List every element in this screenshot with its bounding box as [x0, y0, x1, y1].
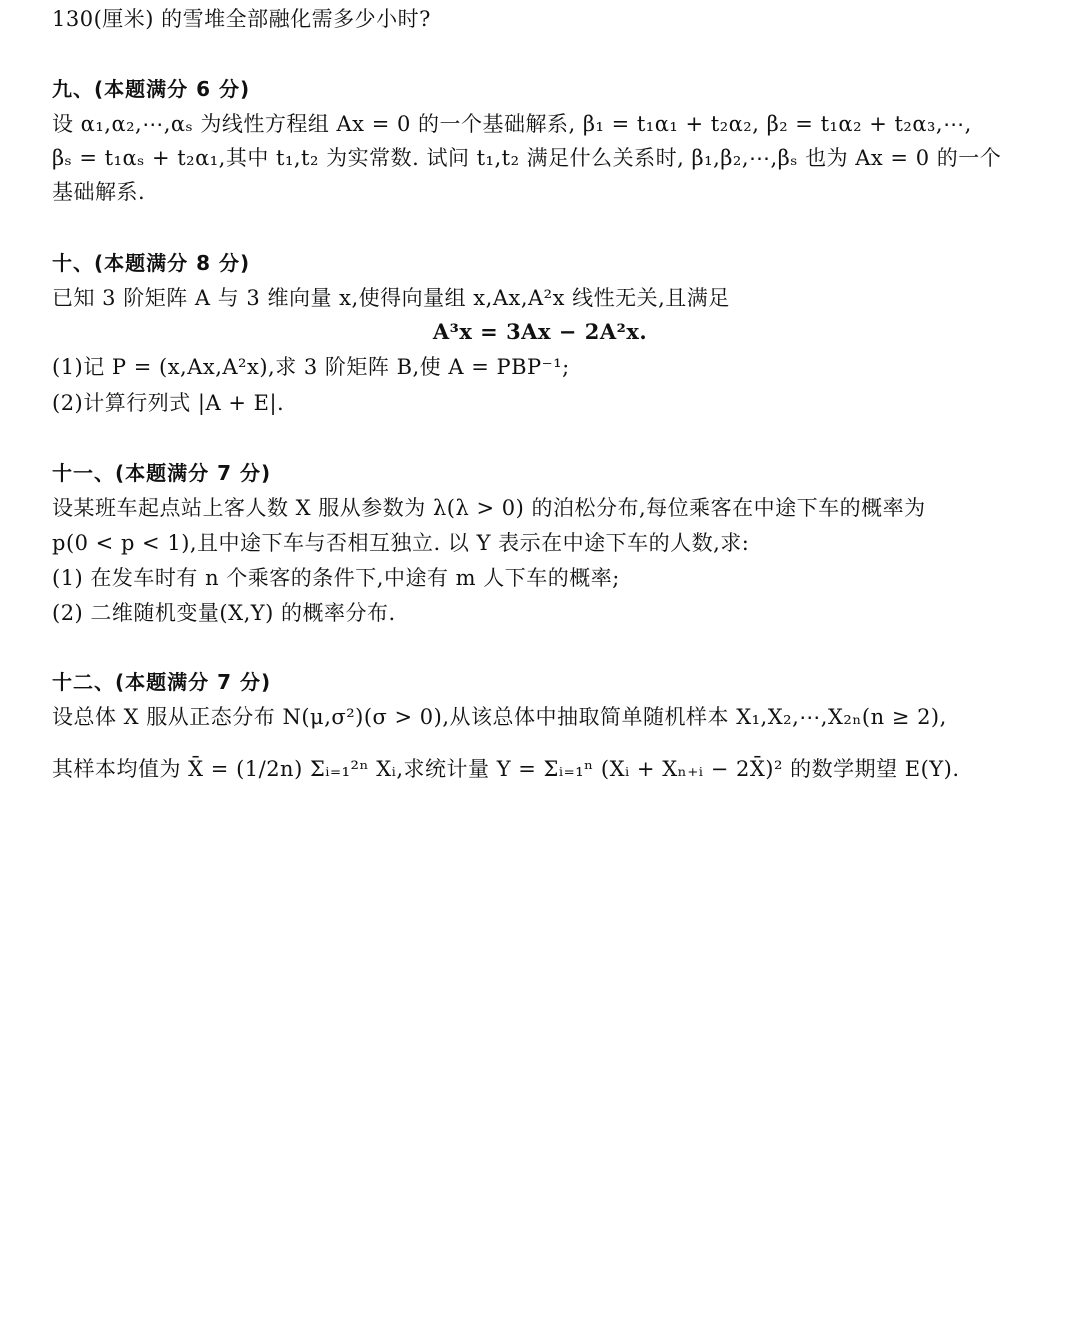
- q10-heading: 十、(本题满分 8 分): [52, 251, 251, 275]
- q10-part-1: (1)记 P = (x,Ax,A²x),求 3 阶矩阵 B,使 A = PBP⁻¹;: [52, 355, 570, 379]
- q9-heading: 九、(本题满分 6 分): [52, 77, 251, 101]
- q12-line-2: 其样本均值为 X̄ = (1/2n) Σᵢ₌₁²ⁿ Xᵢ,求统计量 Y = Σᵢ₌₁ⁿ (Xᵢ + Xₙ₊ᵢ − 2X̄)² 的数学期望 E(Y).: [52, 757, 960, 781]
- q10-line-1: 已知 3 阶矩阵 A 与 3 维向量 x,使得向量组 x,Ax,A²x 线性无关,且满足: [52, 286, 730, 310]
- q12-line-1: 设总体 X 服从正态分布 N(μ,σ²)(σ > 0),从该总体中抽取简单随机样本 X₁,X₂,⋯,X₂ₙ(n ≥ 2),: [52, 705, 947, 729]
- q11-line-1: 设某班车起点站上客人数 X 服从参数为 λ(λ > 0) 的泊松分布,每位乘客在中途下车的概率为: [52, 496, 926, 520]
- q11-line-2: p(0 < p < 1),且中途下车与否相互独立. 以 Y 表示在中途下车的人数,求:: [52, 531, 750, 555]
- q9-line-1: 设 α₁,α₂,⋯,αₛ 为线性方程组 Ax = 0 的一个基础解系, β₁ = t₁α₁ + t₂α₂, β₂ = t₁α₂ + t₂α₃,⋯,: [52, 112, 972, 136]
- previous-question-tail: 130(厘米) 的雪堆全部融化需多少小时?: [52, 7, 431, 31]
- q11-line-4: (2) 二维随机变量(X,Y) 的概率分布.: [52, 601, 396, 625]
- q9-line-2: βₛ = t₁αₛ + t₂α₁,其中 t₁,t₂ 为实常数. 试问 t₁,t₂ 满足什么关系时, β₁,β₂,⋯,βₛ 也为 Ax = 0 的一个: [52, 146, 1002, 170]
- q11-line-3: (1) 在发车时有 n 个乘客的条件下,中途有 m 人下车的概率;: [52, 566, 620, 590]
- q9-line-3: 基础解系.: [52, 180, 146, 204]
- q11-heading: 十一、(本题满分 7 分): [52, 461, 272, 485]
- q10-equation: A³x = 3Ax − 2A²x.: [432, 319, 648, 344]
- q12-heading: 十二、(本题满分 7 分): [52, 670, 272, 694]
- q10-part-2: (2)计算行列式 |A + E|.: [52, 391, 285, 415]
